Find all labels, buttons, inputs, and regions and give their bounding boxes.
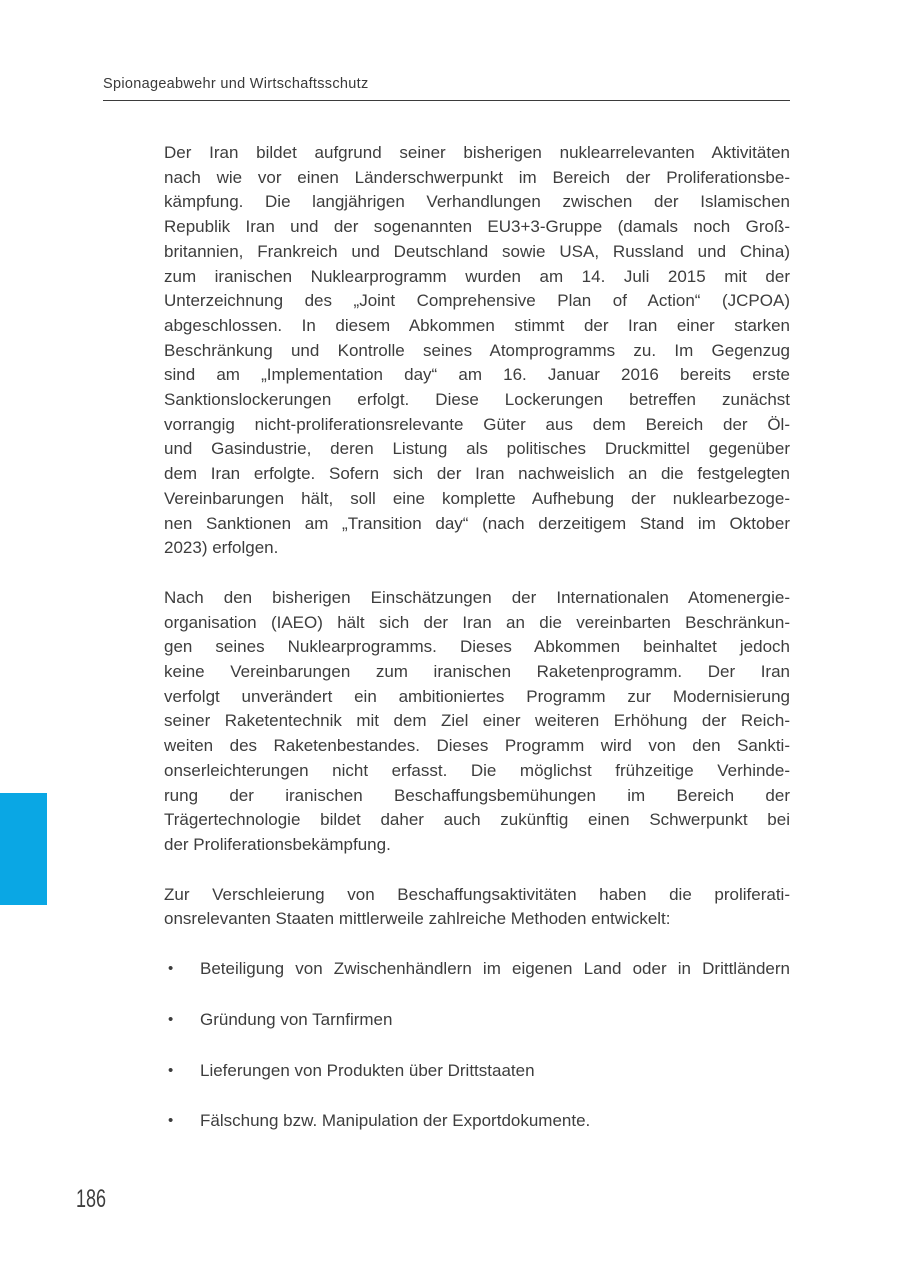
page-number: 186 [76,1185,107,1213]
paragraph-concealment-intro [164,883,790,932]
text-line: britannien, Frankreich und Deutschland sowie USA, Russland und China) [164,241,790,261]
text-line: Republik Iran und der sogenannten EU3+3-Gruppe (damals noch Groß- [164,217,790,237]
list-item [164,1109,790,1134]
list-item-text: Lieferungen von Produkten über Drittstaaten [200,1060,535,1080]
bullet-icon: • [168,1061,174,1079]
text-line: abgeschlossen. In diesem Abkommen stimmt der Iran einer starken [164,315,790,335]
text-line: organisation (IAEO) hält sich der Iran an die vereinbarten Beschränkun- [164,612,790,632]
text-line: nach wie vor einen Länderschwerpunkt im Bereich der Proliferationsbe- [164,167,790,187]
text-line: keine Vereinbarungen zum iranischen Raketenprogramm. Der Iran [164,662,790,682]
text-line: Nach den bisherigen Einschätzungen der Internationalen Atomenergie- [164,587,790,607]
text-line: vorrangig nicht-proliferationsrelevante Güter aus dem Bereich der Öl- [164,414,790,434]
text-line: und Gasindustrie, deren Listung als politisches Druckmittel gegenüber [164,439,790,459]
bullet-icon: • [168,1010,174,1028]
text-line: Vereinbarungen hält, soll eine komplette Aufhebung der nuklearbezoge- [164,488,790,508]
bullet-icon: • [168,960,174,978]
list-item [164,1008,790,1033]
text-line: onsrelevanten Staaten mittlerweile zahlreiche Methoden entwickelt: [164,909,671,929]
text-line: verfolgt unverändert ein ambitioniertes Programm zur Modernisierung [164,686,790,706]
text-line: kämpfung. Die langjährigen Verhandlungen zwischen der Islamischen [164,192,790,212]
text-line: 2023) erfolgen. [164,538,279,558]
list-item-text: Beteiligung von Zwischenhändlern im eigenen Land oder in Drittländern [200,959,790,979]
list-item-text: Fälschung bzw. Manipulation der Exportdokumente. [200,1111,591,1131]
list-item [164,1059,790,1084]
text-line: Zur Verschleierung von Beschaffungsaktivitäten haben die proliferati- [164,884,790,904]
text-line: rung der iranischen Beschaffungsbemühungen im Bereich der [164,785,790,805]
text-line: weiten des Raketenbestandes. Dieses Programm wird von den Sankti- [164,736,790,756]
text-line: der Proliferationsbekämpfung. [164,834,391,854]
list-item [164,957,790,982]
text-line: onserleichterungen nicht erfasst. Die möglichst frühzeitige Verhinde- [164,760,790,780]
list-item-text: Gründung von Tarnfirmen [200,1009,393,1029]
paragraph-iran-nuclear [164,141,790,561]
text-line: gen seines Nuklearprogramms. Dieses Abkommen beinhaltet jedoch [164,637,790,657]
accent-bar [0,793,47,905]
running-header-text: Spionageabwehr und Wirtschaftsschutz [103,76,369,92]
text-line: Unterzeichnung des „Joint Comprehensive Plan of Action“ (JCPOA) [164,291,790,311]
bullet-list [164,957,790,1134]
paragraph-iaeo-missile-program [164,586,790,858]
text-line: seiner Raketentechnik mit dem Ziel einer weiteren Erhöhung der Reich- [164,711,790,731]
text-line: Sanktionslockerungen erfolgt. Diese Lockerungen betreffen zunächst [164,390,790,410]
text-line: Trägertechnologie bildet daher auch zukünftig einen Schwerpunkt bei [164,810,790,830]
text-line: dem Iran erfolgte. Sofern sich der Iran nachweislich an die festgelegten [164,464,790,484]
text-line: Der Iran bildet aufgrund seiner bisherigen nuklearrelevanten Aktivitäten [164,143,790,162]
text-line: zum iranischen Nuklearprogramm wurden am 14. Juli 2015 mit der [164,266,790,286]
body-content [164,141,790,1134]
text-line: Beschränkung und Kontrolle seines Atomprogramms zu. Im Gegenzug [164,340,790,360]
running-header [103,76,790,101]
bullet-icon: • [168,1112,174,1130]
text-line: nen Sanktionen am „Transition day“ (nach derzeitigem Stand im Oktober [164,513,790,533]
text-line: sind am „Implementation day“ am 16. Januar 2016 bereits erste [164,365,790,385]
